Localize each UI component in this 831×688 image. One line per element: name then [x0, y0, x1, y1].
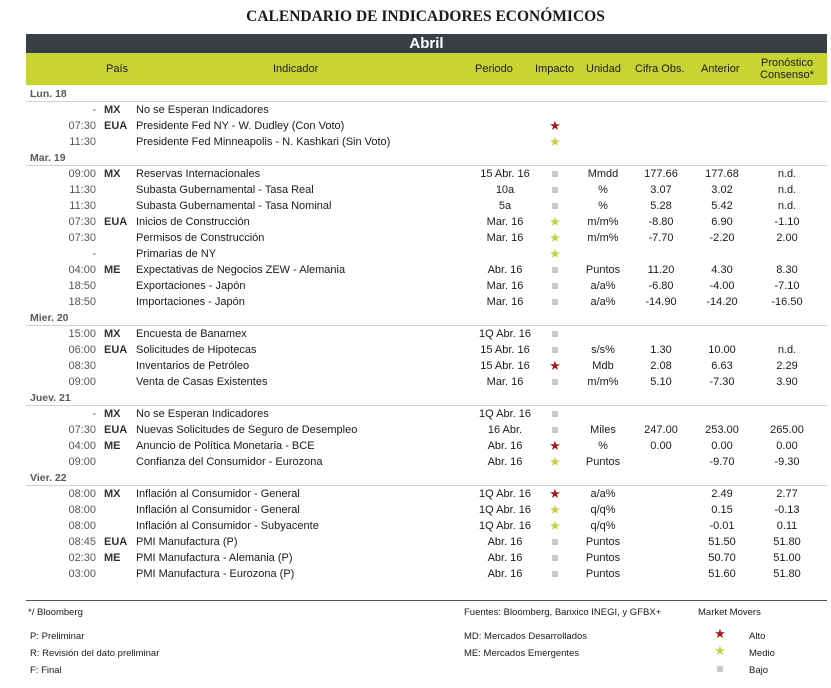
time-cell: 15:00: [68, 328, 96, 340]
footnote-bloomberg: */ Bloomberg: [28, 607, 83, 618]
period-cell: Mar. 16: [486, 280, 524, 292]
period-cell: Abr. 16: [487, 536, 523, 548]
unit-cell: a/a%: [590, 280, 616, 292]
time-cell: 18:50: [68, 280, 96, 292]
impact-low-square-icon: [532, 406, 578, 422]
legend-bajo: Bajo: [749, 665, 769, 676]
table-row: [26, 118, 827, 134]
forecast-cell: n.d.: [777, 200, 797, 212]
previous-cell: 5.42: [711, 200, 733, 212]
time-cell: 18:50: [68, 296, 96, 308]
column-header-bar: [26, 53, 827, 85]
indicator-cell: Subasta Gubernamental - Tasa Nominal: [136, 200, 332, 212]
indicator-cell: PMI Manufactura - Eurozona (P): [136, 568, 295, 580]
table-row: [26, 230, 827, 246]
forecast-cell: 2.77: [776, 488, 798, 500]
day-header: [26, 150, 827, 166]
unit-cell: a/a%: [590, 296, 616, 308]
table-row: [26, 182, 827, 198]
table-row: [26, 486, 827, 502]
day-header: [26, 470, 827, 486]
impact-low-square-icon: [532, 182, 578, 198]
table-row: [26, 166, 827, 182]
month-header: Abril: [26, 34, 827, 53]
indicator-cell: Presidente Fed Minneapolis - N. Kashkari (Sin Voto): [136, 136, 391, 148]
indicator-cell: Inflación al Consumidor - Subyacente: [136, 520, 319, 532]
period-cell: Abr. 16: [487, 264, 523, 276]
table-row: [26, 502, 827, 518]
forecast-cell: 3.90: [776, 376, 798, 388]
country-cell: EUA: [104, 120, 128, 132]
day-label: Mar. 19: [30, 152, 66, 164]
previous-cell: 177.68: [705, 168, 739, 180]
impact-low-square-icon: [532, 550, 578, 566]
unit-cell: Puntos: [585, 568, 621, 580]
time-cell: 08:30: [68, 360, 96, 372]
observed-cell: 1.30: [650, 344, 672, 356]
time-cell: -: [92, 104, 96, 116]
forecast-cell: 0.11: [776, 520, 798, 532]
header-pais: País: [106, 63, 129, 75]
time-cell: 08:00: [68, 488, 96, 500]
period-cell: 1Q Abr. 16: [479, 504, 531, 516]
country-cell: ME: [104, 440, 121, 452]
table-row: [26, 454, 827, 470]
previous-cell: -0.01: [709, 520, 735, 532]
indicator-cell: Encuesta de Banamex: [136, 328, 247, 340]
country-cell: EUA: [104, 344, 128, 356]
indicator-cell: PMI Manufactura (P): [136, 536, 238, 548]
forecast-cell: 2.29: [776, 360, 798, 372]
table-row: [26, 566, 827, 582]
indicator-cell: Solicitudes de Hipotecas: [136, 344, 257, 356]
period-cell: 1Q Abr. 16: [479, 488, 531, 500]
header-unidad: Unidad: [586, 63, 621, 75]
day-label: Lun. 18: [30, 88, 67, 100]
forecast-cell: -7.10: [774, 280, 800, 292]
impact-low-square-icon: [532, 166, 578, 182]
table-row: [26, 326, 827, 342]
impact-medium-star-icon: ★: [549, 246, 561, 261]
previous-cell: 50.70: [708, 552, 736, 564]
indicator-cell: Venta de Casas Existentes: [136, 376, 268, 388]
previous-cell: 253.00: [705, 424, 739, 436]
indicator-cell: Nuevas Solicitudes de Seguro de Desempleo: [136, 424, 358, 436]
indicator-cell: Importaciones - Japón: [136, 296, 245, 308]
unit-cell: m/m%: [587, 232, 619, 244]
period-cell: Mar. 16: [486, 232, 524, 244]
indicator-cell: Exportaciones - Japón: [136, 280, 246, 292]
legend-preliminar: P: Preliminar: [30, 631, 85, 642]
forecast-cell: n.d.: [777, 184, 797, 196]
time-cell: 08:00: [68, 504, 96, 516]
table-row: [26, 550, 827, 566]
country-cell: MX: [104, 488, 121, 500]
forecast-cell: n.d.: [777, 168, 797, 180]
indicator-cell: No se Esperan Indicadores: [136, 104, 269, 116]
period-cell: Mar. 16: [486, 376, 524, 388]
period-cell: 15 Abr. 16: [480, 360, 530, 372]
impact-medium-star-icon: ★: [549, 214, 561, 229]
forecast-cell: -0.13: [774, 504, 800, 516]
indicator-cell: Inventarios de Petróleo: [136, 360, 250, 372]
time-cell: -: [92, 248, 96, 260]
star-yellow-icon: ★: [714, 643, 726, 658]
country-cell: ME: [104, 552, 121, 564]
unit-cell: q/q%: [590, 520, 616, 532]
time-cell: 11:30: [69, 184, 96, 196]
impact-low-square-icon: [532, 262, 578, 278]
day-header: [26, 390, 827, 406]
unit-cell: Puntos: [585, 264, 621, 276]
country-cell: EUA: [104, 536, 128, 548]
previous-cell: 51.50: [708, 536, 736, 548]
previous-cell: 51.60: [708, 568, 736, 580]
observed-cell: 0.00: [650, 440, 672, 452]
indicator-cell: Expectativas de Negocios ZEW - Alemania: [136, 264, 346, 276]
table-row: [26, 294, 827, 310]
country-cell: MX: [104, 104, 121, 116]
period-cell: 15 Abr. 16: [480, 344, 530, 356]
observed-cell: -14.90: [645, 296, 677, 308]
time-cell: 08:45: [68, 536, 96, 548]
table-row: [26, 262, 827, 278]
header-impacto: Impacto: [535, 63, 575, 75]
previous-cell: 6.90: [711, 216, 733, 228]
period-cell: Mar. 16: [486, 216, 524, 228]
header-pronostico-line1: Pronóstico: [761, 57, 813, 69]
indicator-cell: Inflación al Consumidor - General: [136, 488, 300, 500]
indicator-cell: Inflación al Consumidor - General: [136, 504, 300, 516]
time-cell: 02:30: [68, 552, 96, 564]
impact-low-square-icon: [532, 294, 578, 310]
country-cell: ME: [104, 264, 121, 276]
header-pronostico: [753, 57, 821, 81]
observed-cell: 5.28: [650, 200, 672, 212]
star-red-icon: ★: [714, 626, 726, 641]
time-cell: 07:30: [68, 424, 96, 436]
time-cell: 04:00: [68, 264, 96, 276]
day-header: [26, 86, 827, 102]
header-pronostico-line2: Consenso*: [760, 69, 814, 81]
previous-cell: -14.20: [706, 296, 738, 308]
table-row: [26, 374, 827, 390]
impact-high-star-icon: ★: [549, 118, 561, 133]
period-cell: 5a: [498, 200, 512, 212]
unit-cell: Puntos: [585, 536, 621, 548]
table-row: [26, 102, 827, 118]
period-cell: Abr. 16: [487, 552, 523, 564]
indicator-cell: Inicios de Construcción: [136, 216, 250, 228]
table-row: [26, 358, 827, 374]
header-anterior: Anterior: [701, 63, 740, 75]
table-row: [26, 342, 827, 358]
unit-cell: %: [598, 184, 608, 196]
country-cell: EUA: [104, 216, 128, 228]
indicator-cell: Presidente Fed NY - W. Dudley (Con Voto): [136, 120, 345, 132]
legend-final: F: Final: [30, 665, 62, 676]
impact-low-square-icon: [532, 566, 578, 582]
indicator-table: [26, 86, 827, 582]
indicator-cell: Confianza del Consumidor - Eurozona: [136, 456, 323, 468]
legend-alto: Alto: [749, 631, 766, 642]
unit-cell: Mmdd: [587, 168, 619, 180]
table-row: [26, 278, 827, 294]
impact-high-star-icon: ★: [549, 438, 561, 453]
period-cell: 10a: [495, 184, 515, 196]
unit-cell: Mdb: [592, 360, 614, 372]
impact-low-square-icon: [532, 326, 578, 342]
forecast-cell: 51.00: [773, 552, 801, 564]
time-cell: 09:00: [68, 376, 96, 388]
impact-low-square-icon: [532, 342, 578, 358]
day-header: [26, 310, 827, 326]
impact-medium-star-icon: ★: [549, 454, 561, 469]
legend-medio: Medio: [749, 648, 775, 659]
time-cell: 11:30: [69, 200, 96, 212]
observed-cell: 5.10: [650, 376, 672, 388]
unit-cell: Puntos: [585, 456, 621, 468]
previous-cell: 0.00: [711, 440, 733, 452]
footnote-sources: Fuentes: Bloomberg, Banxico INEGI, y GFBX+: [464, 607, 662, 618]
time-cell: -: [92, 408, 96, 420]
table-row: [26, 422, 827, 438]
time-cell: 03:00: [68, 568, 96, 580]
period-cell: 1Q Abr. 16: [479, 328, 531, 340]
page-title: CALENDARIO DE INDICADORES ECONÓMICOS: [246, 8, 605, 25]
forecast-cell: 2.00: [776, 232, 798, 244]
table-row: [26, 406, 827, 422]
previous-cell: 2.49: [711, 488, 733, 500]
legend-me: ME: Mercados Emergentes: [464, 648, 580, 659]
period-cell: 15 Abr. 16: [480, 168, 530, 180]
time-cell: 07:30: [68, 120, 96, 132]
unit-cell: %: [598, 200, 608, 212]
previous-cell: 10.00: [708, 344, 736, 356]
impact-high-star-icon: ★: [549, 358, 561, 373]
impact-low-square-icon: [532, 198, 578, 214]
table-row: [26, 534, 827, 550]
forecast-cell: 8.30: [776, 264, 798, 276]
impact-high-star-icon: ★: [549, 486, 561, 501]
time-cell: 09:00: [68, 456, 96, 468]
table-row: [26, 246, 827, 262]
unit-cell: Miles: [590, 424, 616, 436]
indicator-cell: Anuncio de Política Monetaria - BCE: [136, 440, 315, 452]
forecast-cell: 265.00: [770, 424, 804, 436]
forecast-cell: 0.00: [776, 440, 798, 452]
forecast-cell: -16.50: [771, 296, 803, 308]
country-cell: EUA: [104, 424, 128, 436]
forecast-cell: 51.80: [773, 568, 801, 580]
previous-cell: -4.00: [709, 280, 735, 292]
table-row: [26, 518, 827, 534]
period-cell: Mar. 16: [486, 296, 524, 308]
time-cell: 08:00: [68, 520, 96, 532]
forecast-cell: n.d.: [777, 344, 797, 356]
observed-cell: 177.66: [644, 168, 678, 180]
impact-medium-star-icon: ★: [549, 230, 561, 245]
observed-cell: 247.00: [644, 424, 678, 436]
forecast-cell: 51.80: [773, 536, 801, 548]
period-cell: Abr. 16: [487, 440, 523, 452]
indicator-cell: Permisos de Construcción: [136, 232, 265, 244]
country-cell: MX: [104, 168, 121, 180]
unit-cell: m/m%: [587, 376, 619, 388]
previous-cell: -2.20: [709, 232, 735, 244]
impact-low-square-icon: [532, 534, 578, 550]
impact-low-square-icon: [532, 278, 578, 294]
previous-cell: 4.30: [711, 264, 733, 276]
table-row: [26, 214, 827, 230]
indicator-cell: Subasta Gubernamental - Tasa Real: [136, 184, 314, 196]
observed-cell: 11.20: [647, 264, 675, 276]
forecast-cell: -1.10: [774, 216, 800, 228]
time-cell: 11:30: [69, 136, 96, 148]
header-periodo: Periodo: [475, 63, 513, 75]
impact-medium-star-icon: ★: [549, 518, 561, 533]
previous-cell: 0.15: [711, 504, 733, 516]
legend-md: MD: Mercados Desarrollados: [464, 631, 588, 642]
indicator-cell: Primarias de NY: [136, 248, 217, 260]
table-row: [26, 438, 827, 454]
legend-revision: R: Revisión del dato preliminar: [30, 648, 160, 659]
previous-cell: 6.63: [711, 360, 733, 372]
time-cell: 09:00: [68, 168, 96, 180]
observed-cell: -6.80: [648, 280, 674, 292]
time-cell: 07:30: [68, 232, 96, 244]
period-cell: 1Q Abr. 16: [479, 520, 531, 532]
header-cifra-obs: Cifra Obs.: [635, 63, 685, 75]
time-cell: 06:00: [68, 344, 96, 356]
table-row: [26, 134, 827, 150]
header-indicador: Indicador: [273, 63, 319, 75]
observed-cell: -7.70: [648, 232, 674, 244]
previous-cell: 3.02: [711, 184, 733, 196]
day-label: Vier. 22: [30, 472, 67, 484]
time-cell: 04:00: [68, 440, 96, 452]
unit-cell: q/q%: [590, 504, 616, 516]
unit-cell: m/m%: [587, 216, 619, 228]
time-cell: 07:30: [68, 216, 96, 228]
impact-medium-star-icon: ★: [549, 502, 561, 517]
impact-low-square-icon: [532, 374, 578, 390]
unit-cell: s/s%: [591, 344, 615, 356]
observed-cell: 2.08: [650, 360, 672, 372]
square-gray-icon: [713, 660, 727, 678]
unit-cell: %: [598, 440, 608, 452]
observed-cell: 3.07: [650, 184, 672, 196]
observed-cell: -8.80: [648, 216, 674, 228]
indicator-cell: No se Esperan Indicadores: [136, 408, 269, 420]
previous-cell: -7.30: [709, 376, 735, 388]
period-cell: 16 Abr.: [487, 424, 523, 436]
period-cell: Abr. 16: [487, 568, 523, 580]
indicator-cell: Reservas Internacionales: [136, 168, 261, 180]
forecast-cell: -9.30: [774, 456, 800, 468]
country-cell: MX: [104, 328, 121, 340]
day-label: Mier. 20: [30, 312, 69, 324]
impact-medium-star-icon: ★: [549, 134, 561, 149]
period-cell: Abr. 16: [487, 456, 523, 468]
day-label: Juev. 21: [30, 392, 71, 404]
previous-cell: -9.70: [709, 456, 735, 468]
country-cell: MX: [104, 408, 121, 420]
unit-cell: Puntos: [585, 552, 621, 564]
market-movers-label: Market Movers: [698, 607, 761, 618]
unit-cell: a/a%: [590, 488, 616, 500]
footer-divider: [26, 600, 827, 601]
indicator-cell: PMI Manufactura - Alemania (P): [136, 552, 293, 564]
impact-low-square-icon: [532, 422, 578, 438]
table-row: [26, 198, 827, 214]
period-cell: 1Q Abr. 16: [479, 408, 531, 420]
